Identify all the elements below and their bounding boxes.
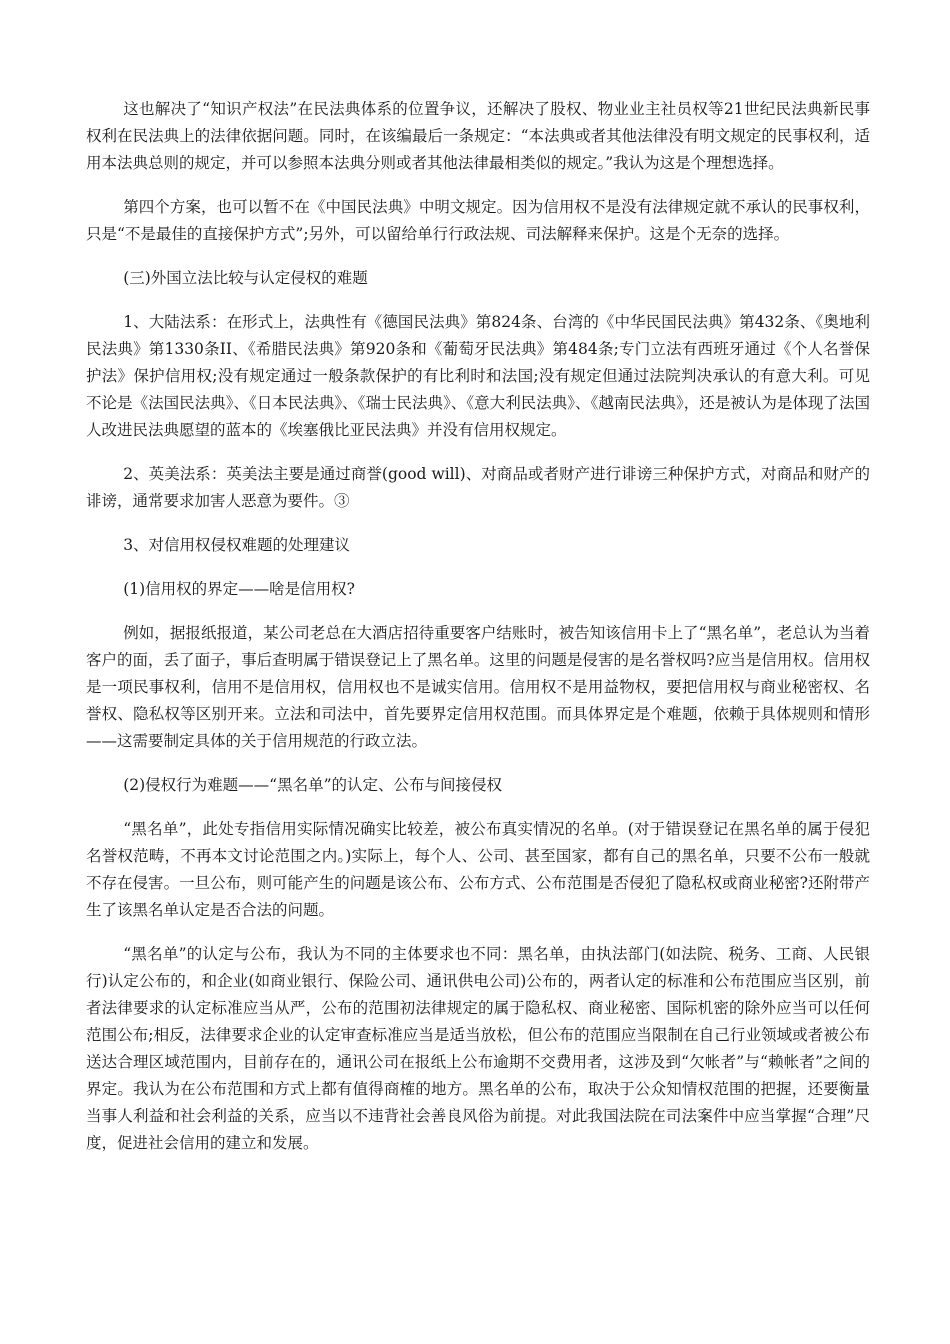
paragraph-fourth-option: 第四个方案，也可以暂不在《中国民法典》中明文规定。因为信用权不是没有法律规定就不承认的民事权利，只是“不是最佳的直接保护方式”;另外，可以留给单行行政法规、司法解释来保护。这是个无奈的选择。 [86, 198, 870, 243]
paragraph-blacklist-publication: “黑名单”的认定与公布，我认为不同的主体要求也不同：黑名单，由执法部门(如法院、税务、工商、人民银行)认定公布的，和企业(如商业银行、保险公司、通讯供电公司)公布的，两者认定的标准和公布范围应当区别，前者法律要求的认定标准应当从严，公布的范围初法律规定的属于隐私权、商业秘密、国际机密的除外应当可以任何范围公布;相反，法律要求企业的认定审查标准应当是适当放松，但公布的范围应当限制在自己行业领域或者被公布送达合理区域范围内，目前存在的，通讯公司在报纸上公布逾期不交费用者，这涉及到“欠帐者”与“赖帐者”之间的界定。我认为在公布范围和方式上都有值得商榷的地方。黑名单的公布，取决于公众知情权范围的把握，还要衡量当事人利益和社会利益的关系，应当以不违背社会善良风俗为前提。对此我国法院在司法案件中应当掌握“合理”尺度，促进社会信用的建立和发展。 [86, 945, 870, 1152]
subheading-infringement-problem: (2)侵权行为难题——“黑名单”的认定、公布与间接侵权 [123, 776, 502, 794]
section-heading-suggestions: 3、对信用权侵权难题的处理建议 [123, 536, 351, 554]
subheading-credit-right-definition: (1)信用权的界定——啥是信用权? [123, 580, 355, 598]
section-heading-foreign-legislation: (三)外国立法比较与认定侵权的难题 [123, 269, 368, 287]
paragraph-common-law-system: 2、英美法系：英美法主要是通过商誉(good will)、对商品或者财产进行诽谤三种保护方式，对商品和财产的诽谤，通常要求加害人恶意为要件。③ [86, 465, 870, 510]
paragraph-ip-law: 这也解决了“知识产权法”在民法典体系的位置争议，还解决了股权、物业业主社员权等21世纪民法典新民事权利在民法典上的法律依据问题。同时，在该编最后一条规定：“本法典或者其他法律没有明文规定的民事权利，适用本法典总则的规定，并可以参照本法典分则或者其他法律最相类似的规定。”我认为这是个理想选择。 [86, 100, 870, 172]
paragraph-blacklist-example: 例如，据报纸报道，某公司老总在大酒店招待重要客户结账时，被告知该信用卡上了“黑名单”，老总认为当着客户的面，丢了面子，事后查明属于错误登记上了黑名单。这里的问题是侵害的是名誉权吗?应当是信用权。信用权是一项民事权利，信用不是信用权，信用权也不是诚实信用。信用权不是用益物权，要把信用权与商业秘密权、名誉权、隐私权等区别开来。立法和司法中，首先要界定信用权范围。而具体界定是个难题，依赖于具体规则和情形——这需要制定具体的关于信用规范的行政立法。 [86, 624, 870, 750]
paragraph-civil-law-system: 1、大陆法系：在形式上，法典性有《德国民法典》第824条、台湾的《中华民国民法典》第432条、《奥地利民法典》第1330条II、《希腊民法典》第920条和《葡萄牙民法典》第484条;专门立法有西班牙通过《个人名誉保护法》保护信用权;没有规定通过一般条款保护的有比利时和法国;没有规定但通过法院判决承认的有意大利。可见不论是《法国民法典》、《日本民法典》、《瑞士民法典》、《意大利民法典》、《越南民法典》，还是被认为是体现了法国人改进民法典愿望的蓝本的《埃塞俄比亚民法典》并没有信用权规定。 [86, 313, 870, 439]
paragraph-blacklist-definition: “黑名单”，此处专指信用实际情况确实比较差，被公布真实情况的名单。(对于错误登记在黑名单的属于侵犯名誉权范畴，不再本文讨论范围之内。)实际上，每个人、公司、甚至国家，都有自己的黑名单，只要不公布一般就不存在侵害。一旦公布，则可能产生的问题是该公布、公布方式、公布范围是否侵犯了隐私权或商业秘密?还附带产生了该黑名单认定是否合法的问题。 [86, 820, 870, 919]
